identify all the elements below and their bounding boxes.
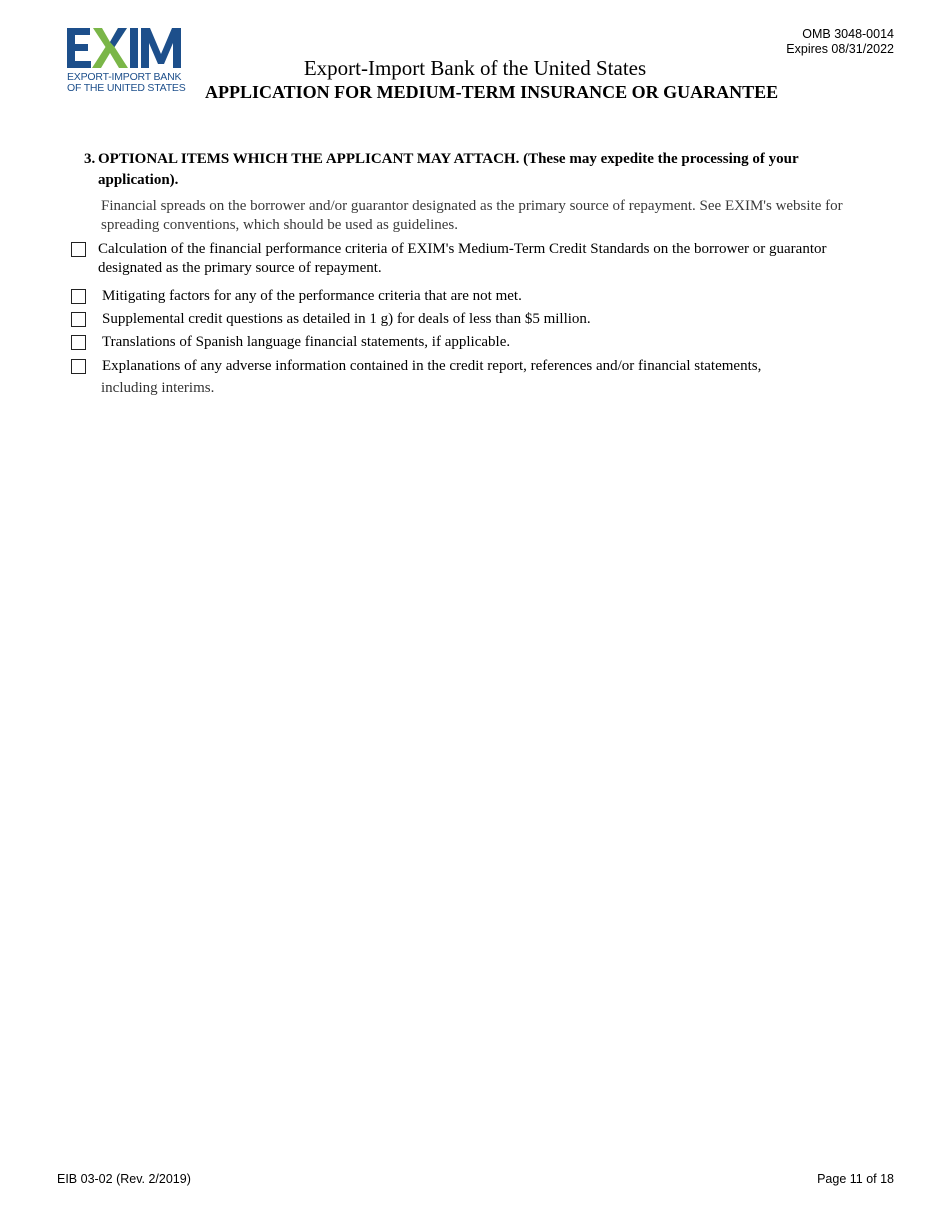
page-number: Page 11 of 18 [817,1172,894,1186]
omb-number: OMB 3048-0014 [802,27,894,41]
item-label: Explanations of any adverse information contained in the credit report, references and/or financial statements, [102,358,762,374]
item-continuation: including interims. [101,380,215,396]
checkbox-credit-standards[interactable] [71,242,86,257]
omb-info [786,27,894,56]
organization-name-text: Export-Import Bank of the United States [303,56,647,80]
section-intro: Financial spreads on the borrower and/or guarantor designated as the primary source of repayment. See EXIM's website for spreading conventions, which should be used as guidelines. [101,198,843,233]
section-heading [84,149,854,191]
item-label: Mitigating factors for any of the performance criteria that are not met. [102,288,522,304]
item-label: Translations of Spanish language financial statements, if applicable. [102,334,511,350]
checkbox-adverse-information[interactable] [71,359,86,374]
section-heading-text: OPTIONAL ITEMS WHICH THE APPLICANT MAY ATTACH. (These may expedite the processing of your application). [98,151,799,188]
organization-name [0,56,950,80]
item-label: Supplemental credit questions as detailed in 1 g) for deals of less than $5 million. [102,311,591,327]
form-title: APPLICATION FOR MEDIUM-TERM INSURANCE OR GUARANTEE [205,82,779,102]
section-number: 3. [84,151,96,167]
form-id: EIB 03-02 (Rev. 2/2019) [57,1172,191,1186]
item-label: Calculation of the financial performance criteria of EXIM's Medium-Term Credit Standards on the borrower or guarantor designated as the primary source of repayment. [98,241,827,276]
checkbox-mitigating-factors[interactable] [71,289,86,304]
checkbox-translations[interactable] [71,335,86,350]
checkbox-supplemental-questions[interactable] [71,312,86,327]
logo-subtitle-line2: OF THE UNITED STATES [67,82,186,94]
omb-expiration: Expires 08/31/2022 [786,41,894,56]
logo-subtitle-line1: EXPORT-IMPORT BANK [67,71,182,83]
